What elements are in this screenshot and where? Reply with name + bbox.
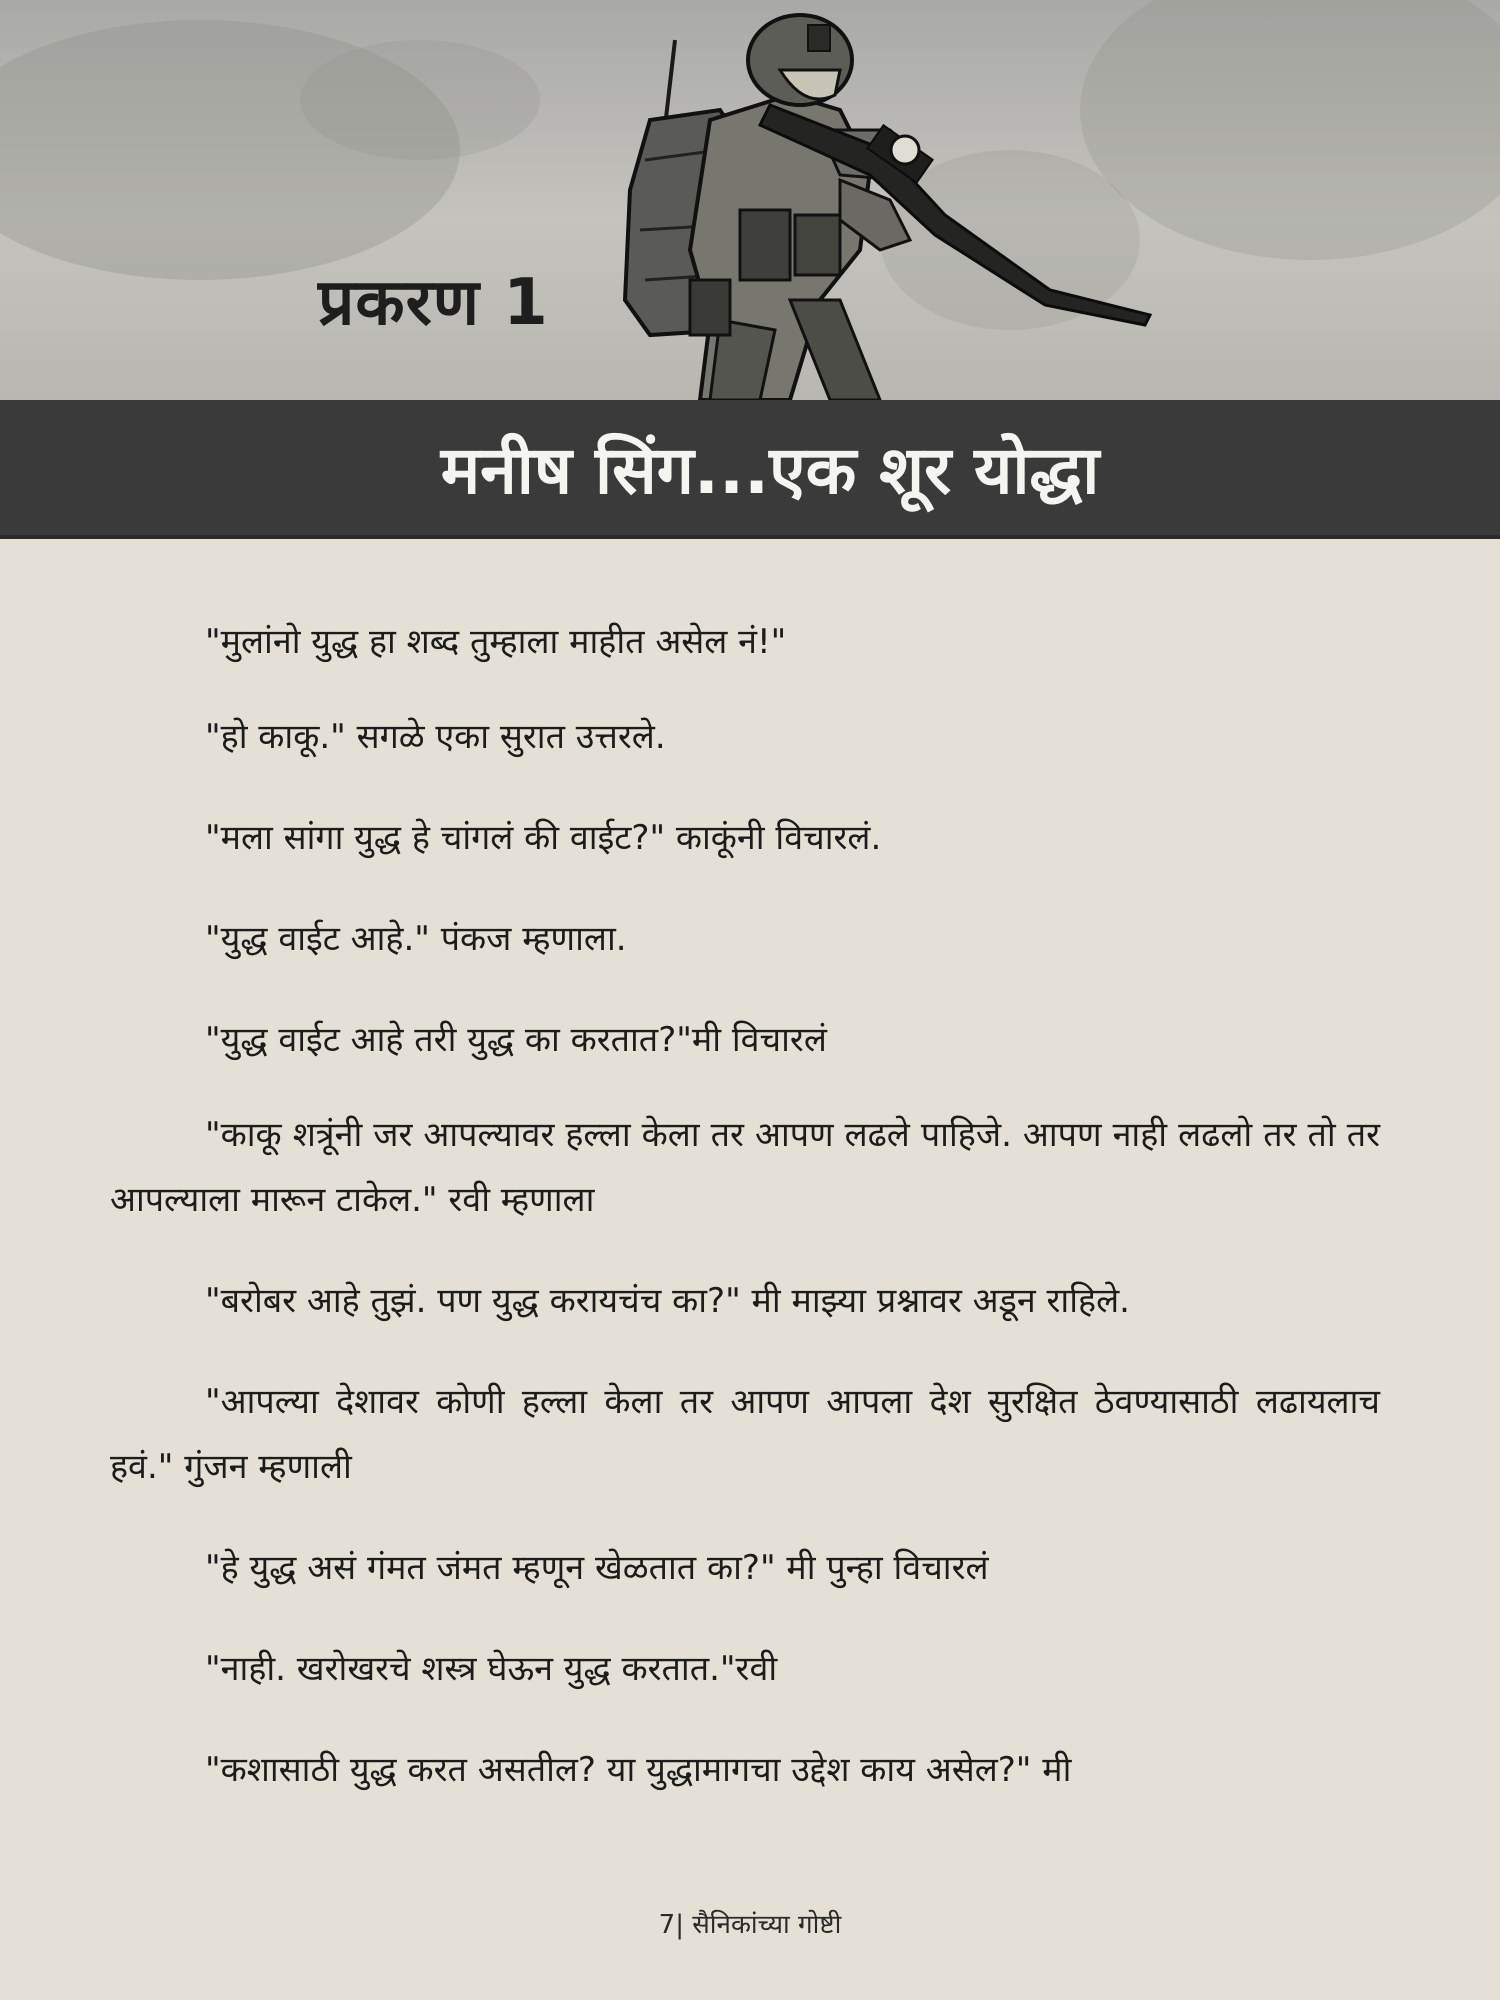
paragraph: "युद्ध वाईट आहे." पंकज म्हणाला. [205,919,627,959]
paragraph: "बरोबर आहे तुझं. पण युद्ध करायचंच का?" मी माझ्या प्रश्नावर अडून राहिले. [205,1281,1130,1321]
chapter-title: मनीष सिंग...एक शूर योद्धा [440,431,1100,509]
paragraph: "युद्ध वाईट आहे तरी युद्ध का करतात?"मी विचारलं [205,1020,827,1060]
chapter-label: प्रकरण 1 [318,266,549,340]
header-illustration [0,0,1500,400]
paragraph: "हो काकू." सगळे एका सुरात उत्तरले. [205,717,666,757]
soldier-illustration [590,0,1170,400]
paragraph: "हे युद्ध असं गंमत जंमत म्हणून खेळतात का?" मी पुन्हा विचारलं [205,1548,989,1588]
paragraph: "काकू शत्रूंनी जर आपल्यावर हल्ला केला तर आपण लढले पाहिजे. आपण नाही लढलो तर तो तर आपल्याला मारून टाकेल." रवी म्हणाला [110,1115,1380,1220]
body-text [110,610,1380,1803]
paragraph: "मुलांनो युद्ध हा शब्द तुम्हाला माहीत असेल नं!" [205,622,787,662]
paragraph: "आपल्या देशावर कोणी हल्ला केला तर आपण आपला देश सुरक्षित ठेवण्यासाठी लढायलाच हवं." गुंजन म्हणाली [110,1382,1380,1487]
title-band [0,400,1500,539]
paragraph: "नाही. खरोखरचे शस्त्र घेऊन युद्ध करतात."रवी [205,1649,778,1689]
paragraph: "मला सांगा युद्ध हे चांगलं की वाईट?" काकूंनी विचारलं. [205,818,882,858]
page-footer: 7| सैनिकांच्या गोष्टी [658,1910,842,1940]
paragraph: "कशासाठी युद्ध करत असतील? या युद्धामागचा उद्देश काय असेल?" मी [205,1750,1072,1790]
